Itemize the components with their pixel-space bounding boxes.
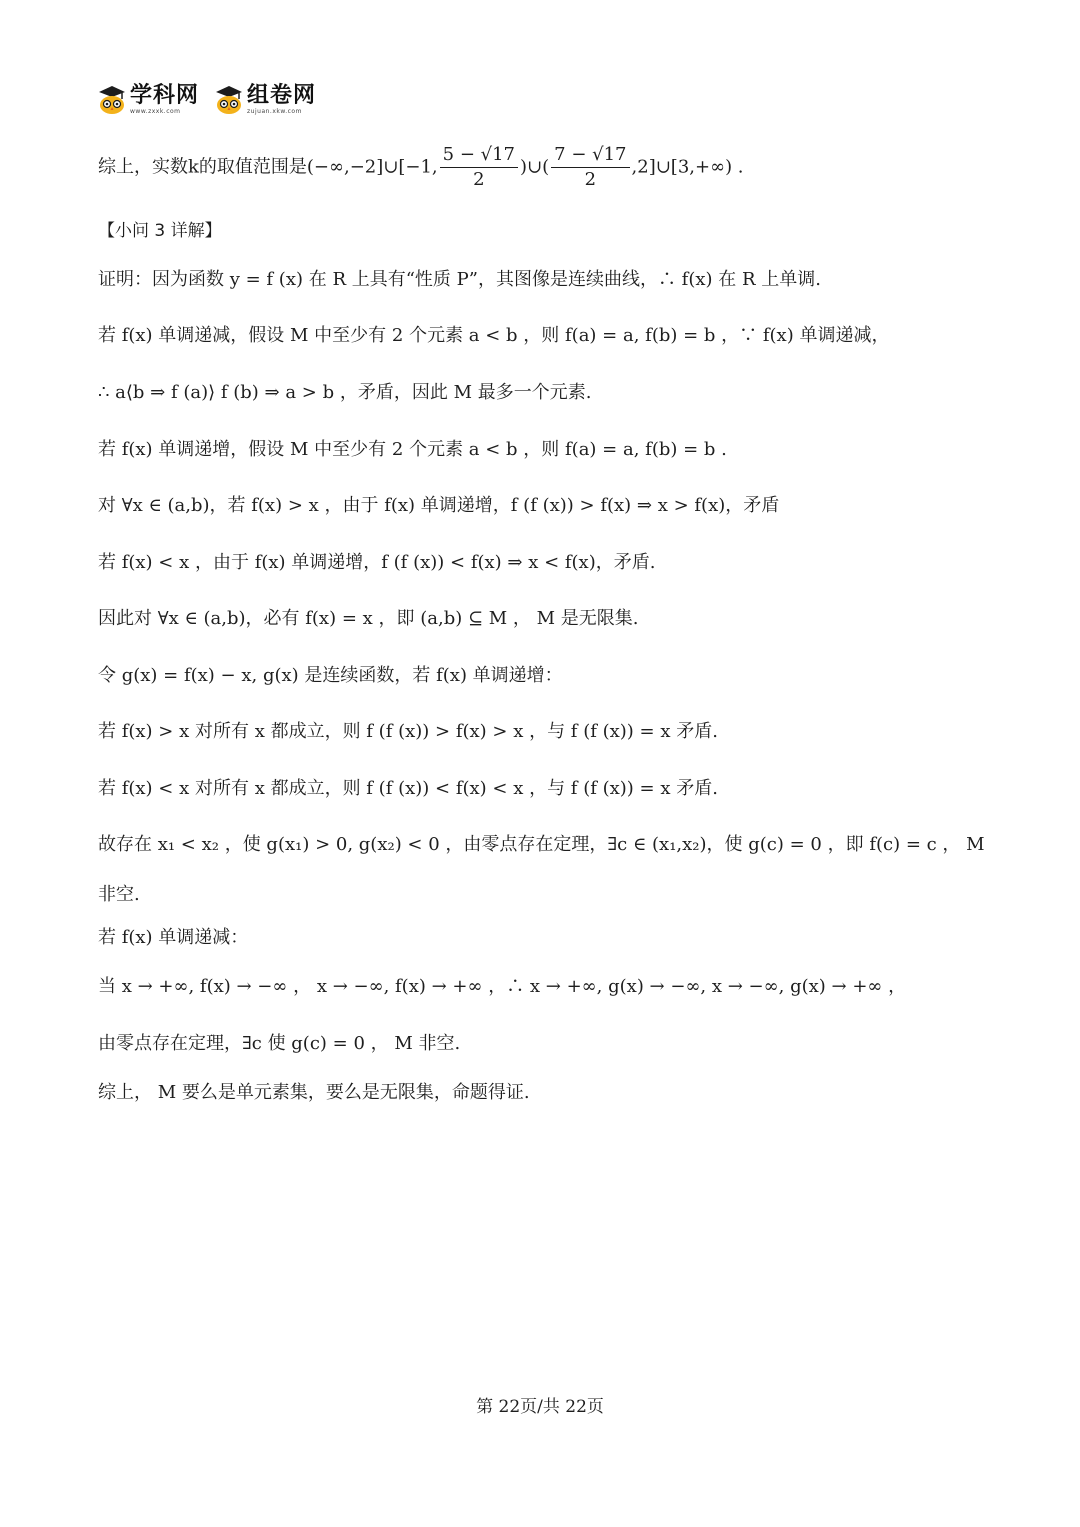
fraction-2 bbox=[551, 143, 629, 192]
proof-line-2: 若 f(x) 单调递减，假设 M 中至少有 2 个元素 a < b ，则 f(a) = a, f(b) = b ，∵ f(x) 单调递减， bbox=[98, 325, 890, 346]
owl-mascot-icon bbox=[215, 85, 243, 115]
proof-line-3: ∴ a⟨b ⇒ f (a)⟩ f (b) ⇒ a > b ，矛盾，因此 M 最多一个元素. bbox=[98, 382, 592, 403]
proof-line-16: 综上， M 要么是单元素集，要么是无限集，命题得证. bbox=[98, 1082, 530, 1103]
fraction-2-denominator: 2 bbox=[584, 169, 597, 190]
range-text-start: 综上，实数k的取值范围是(−∞,−2]∪[−1, bbox=[98, 156, 438, 178]
logo-zxxk-name: 学科网 bbox=[130, 83, 200, 108]
proof-line-10: 若 f(x) < x 对所有 x 都成立，则 f (f (x)) < f(x) < x ，与 f (f (x)) = x 矛盾. bbox=[98, 778, 718, 799]
owl-mascot-icon bbox=[98, 85, 126, 115]
proof-line-15: 由零点存在定理，∃c 使 g(c) = 0 ， M 非空. bbox=[98, 1033, 461, 1054]
logo-zujuan-name: 组卷网 bbox=[247, 83, 317, 108]
proof-line-11: 故存在 x₁ < x₂ ，使 g(x₁) > 0, g(x₂) < 0 ，由零点存在定理，∃c ∈ (x₁,x₂)，使 g(c) = 0 ，即 f(c) = c ， M bbox=[98, 834, 985, 855]
proof-line-7: 因此对 ∀x ∈ (a,b)，必有 f(x) = x ，即 (a,b) ⊆ M ， M 是无限集. bbox=[98, 608, 639, 629]
section-heading: 【小问 3 详解】 bbox=[98, 221, 222, 241]
range-conclusion-line bbox=[98, 143, 744, 192]
proof-line-5: 对 ∀x ∈ (a,b)，若 f(x) > x ，由于 f(x) 单调递增，f (f (x)) > f(x) ⇒ x > f(x)，矛盾 bbox=[98, 495, 780, 516]
range-text-end: ,2]∪[3,+∞) . bbox=[631, 156, 744, 178]
page-number: 第 22页/共 22页 bbox=[476, 1397, 604, 1417]
fraction-2-numerator: 7 − √17 bbox=[551, 143, 629, 168]
logo-zujuan-url: zujuan.xkw.com bbox=[247, 108, 302, 115]
fraction-1 bbox=[440, 143, 518, 192]
fraction-1-numerator: 5 − √17 bbox=[440, 143, 518, 168]
fraction-1-denominator: 2 bbox=[473, 169, 485, 190]
proof-line-13: 若 f(x) 单调递减： bbox=[98, 927, 249, 948]
proof-line-8: 令 g(x) = f(x) − x, g(x) 是连续函数，若 f(x) 单调递增： bbox=[98, 665, 563, 686]
proof-line-14: 当 x → +∞, f(x) → −∞ ， x → −∞, f(x) → +∞ ，∴ x → +∞, g(x) → −∞, x → −∞, g(x) → +∞ ， bbox=[98, 976, 907, 997]
range-union: )∪( bbox=[520, 156, 550, 178]
header-logos bbox=[98, 78, 316, 122]
proof-line-9: 若 f(x) > x 对所有 x 都成立，则 f (f (x)) > f(x) > x ，与 f (f (x)) = x 矛盾. bbox=[98, 721, 718, 742]
logo-zxxk-url: www.zxxk.com bbox=[130, 108, 181, 115]
logo-zujuan bbox=[215, 85, 316, 115]
proof-line-4: 若 f(x) 单调递增，假设 M 中至少有 2 个元素 a < b ，则 f(a) = a, f(b) = b . bbox=[98, 439, 727, 460]
proof-line-12: 非空. bbox=[98, 884, 140, 905]
proof-line-1: 证明：因为函数 y = f (x) 在 R 上具有“性质 P”，其图像是连续曲线，∴ f(x) 在 R 上单调. bbox=[98, 269, 821, 290]
logo-zxxk bbox=[98, 85, 199, 115]
proof-line-6: 若 f(x) < x ，由于 f(x) 单调递增，f (f (x)) < f(x) ⇒ x < f(x)，矛盾. bbox=[98, 552, 656, 573]
